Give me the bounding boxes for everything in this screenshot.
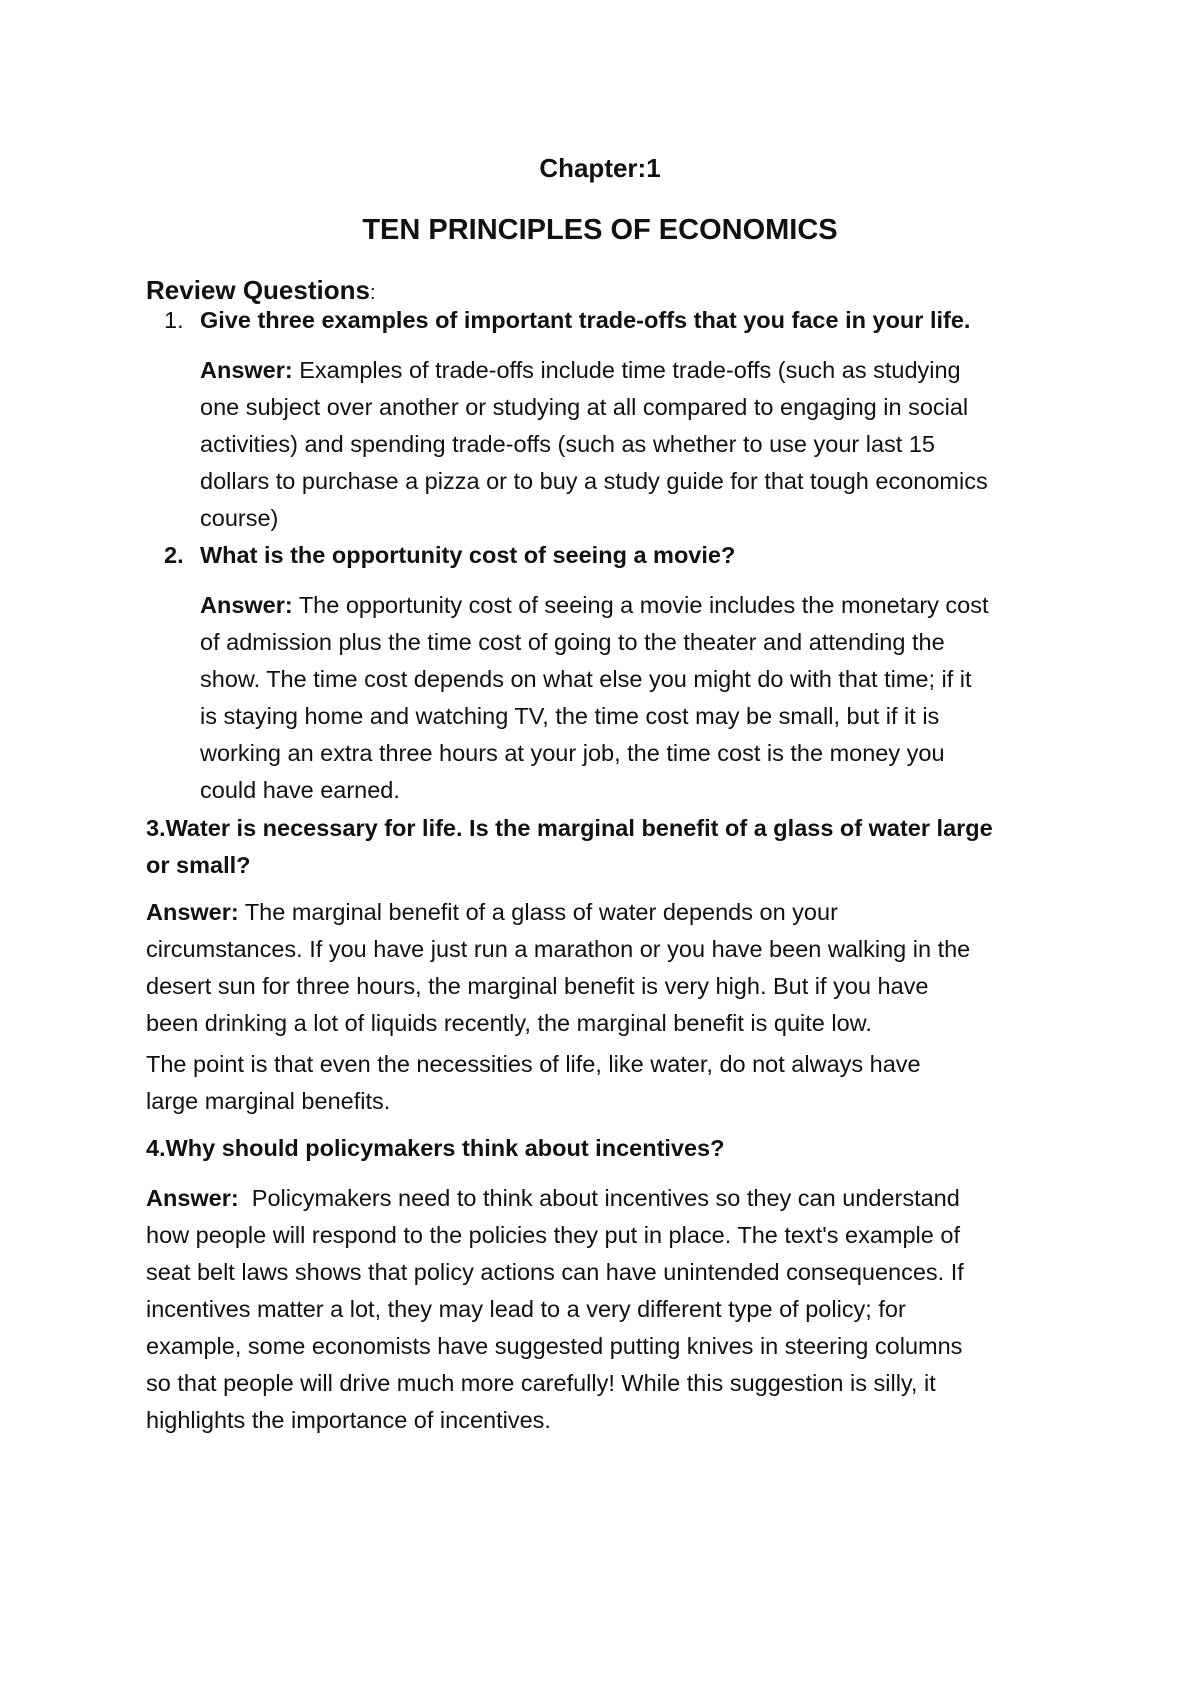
answer-2-line: working an extra three hours at your job, the time cost is the money you	[200, 740, 945, 766]
answer-3-line: desert sun for three hours, the marginal benefit is very high. But if you have	[146, 973, 929, 999]
answer-3-label: Answer:	[146, 899, 239, 925]
answer-4-line: so that people will drive much more carefully! While this suggestion is silly, it	[146, 1370, 936, 1396]
answer-2-line: could have earned.	[200, 777, 400, 803]
question-3-line: or small?	[146, 852, 251, 878]
question-1-number: 1.	[164, 307, 184, 333]
answer-3-line: The marginal benefit of a glass of water depends on your	[238, 899, 838, 925]
answer-2-line: of admission plus the time cost of going to the theater and attending the	[200, 629, 945, 655]
answer-1-line: course)	[200, 505, 279, 531]
review-heading-text: Review Questions	[146, 275, 370, 305]
question-2	[164, 537, 735, 574]
answer-2-label: Answer:	[200, 592, 293, 618]
answer-1-line: one subject over another or studying at all compared to engaging in social	[200, 394, 969, 420]
answer-4-line: how people will respond to the policies they put in place. The text's example of	[146, 1222, 960, 1248]
answer-2	[200, 587, 989, 809]
answer-2-line: The opportunity cost of seeing a movie includes the monetary cost	[292, 592, 989, 618]
answer-2-line: is staying home and watching TV, the time cost may be small, but if it is	[200, 703, 940, 729]
question-2-text: What is the opportunity cost of seeing a movie?	[200, 542, 736, 568]
answer-1-line: Examples of trade-offs include time trade-offs (such as studying	[292, 357, 961, 383]
answer-4-line: highlights the importance of incentives.	[146, 1407, 551, 1433]
question-1	[164, 302, 970, 339]
answer-3-line: circumstances. If you have just run a marathon or you have been walking in the	[146, 936, 971, 962]
question-3-line: 3.Water is necessary for life. Is the marginal benefit of a glass of water large	[146, 815, 993, 841]
answer-1-label: Answer:	[200, 357, 293, 383]
chapter-heading: Chapter:1	[539, 153, 661, 183]
answer-4	[146, 1180, 964, 1439]
answer-4-line: Policymakers need to think about incentives so they can understand	[238, 1185, 960, 1211]
answer-4-line: example, some economists have suggested putting knives in steering columns	[146, 1333, 963, 1359]
question-4: 4.Why should policymakers think about incentives?	[146, 1135, 725, 1161]
answer-4-label: Answer:	[146, 1185, 239, 1211]
answer-1	[200, 352, 988, 537]
document-title: TEN PRINCIPLES OF ECONOMICS	[362, 214, 838, 246]
question-1-text: Give three examples of important trade-offs that you face in your life.	[200, 307, 971, 333]
answer-3-line: been drinking a lot of liquids recently, the marginal benefit is quite low.	[146, 1010, 872, 1036]
answer-3-extra	[146, 1046, 921, 1120]
answer-4-line: incentives matter a lot, they may lead to a very different type of policy; for	[146, 1296, 906, 1322]
answer-3-extra-line: large marginal benefits.	[146, 1088, 391, 1114]
answer-1-line: dollars to purchase a pizza or to buy a study guide for that tough economics	[200, 468, 988, 494]
answer-4-line: seat belt laws shows that policy actions can have unintended consequences. If	[146, 1259, 964, 1285]
answer-3-extra-line: The point is that even the necessities of life, like water, do not always have	[146, 1051, 921, 1077]
answer-2-line: show. The time cost depends on what else you might do with that time; if it	[200, 666, 972, 692]
question-3	[146, 810, 993, 884]
review-heading-colon: :	[369, 282, 376, 304]
answer-1-line: activities) and spending trade-offs (such as whether to use your last 15	[200, 431, 935, 457]
answer-3	[146, 894, 970, 1042]
question-2-number: 2.	[164, 542, 184, 568]
